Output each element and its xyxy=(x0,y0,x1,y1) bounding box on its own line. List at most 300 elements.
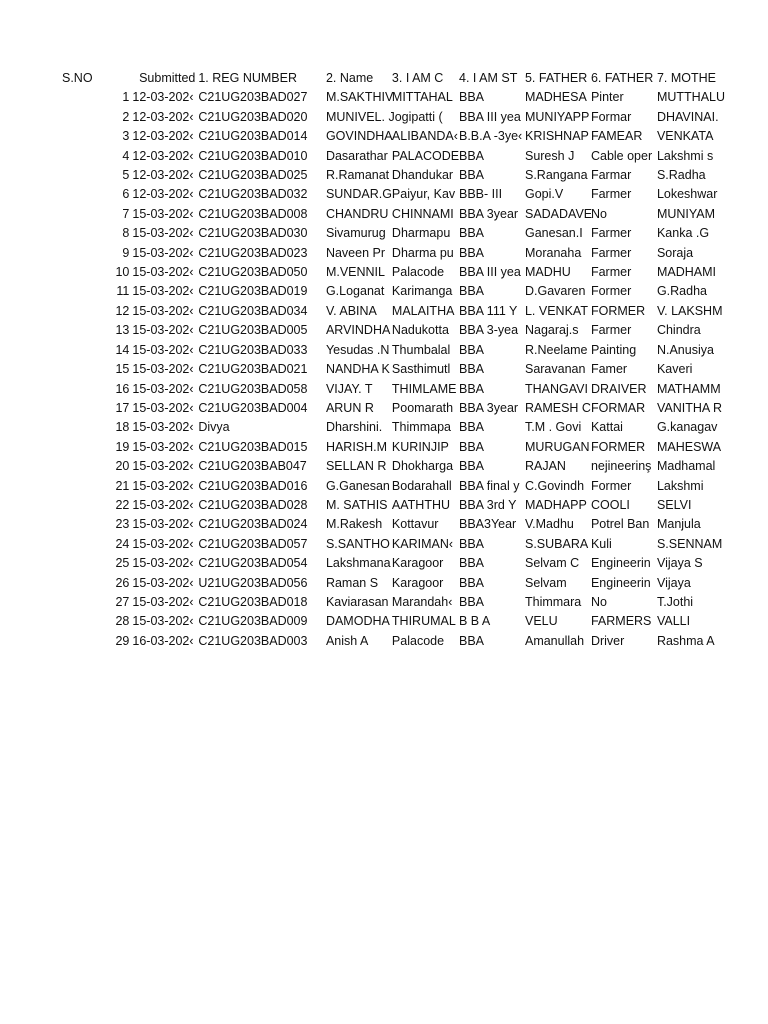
header-i-am-c[interactable]: 3. I AM C xyxy=(391,71,444,85)
cell-sno[interactable]: 5 xyxy=(122,168,130,183)
cell-reg-number[interactable]: C21UG203BAD024 xyxy=(198,517,308,532)
cell-i-am-st[interactable]: BBA III yea xyxy=(459,265,521,280)
cell-i-am-c[interactable]: MITTAHAL xyxy=(391,90,453,105)
header-submitted[interactable]: Submitted xyxy=(139,71,196,85)
cell-father-occupation[interactable]: Famer xyxy=(590,362,628,377)
cell-mother[interactable]: Lokeshwar xyxy=(656,187,718,202)
cell-sno[interactable]: 16 xyxy=(115,381,130,396)
cell-mother[interactable]: MUNIYAM xyxy=(656,206,716,221)
cell-father-occupation[interactable]: Farmer xyxy=(590,245,632,260)
cell-i-am-st[interactable]: BBA xyxy=(459,594,485,609)
cell-reg-number[interactable]: C21UG203BAD021 xyxy=(198,362,308,377)
cell-name[interactable]: G.Ganesan xyxy=(325,478,390,493)
cell-mother[interactable]: S.SENNAM xyxy=(656,536,723,551)
cell-father-occupation[interactable]: No xyxy=(590,206,607,221)
cell-submitted[interactable]: 15-03-202‹ xyxy=(132,362,194,377)
cell-father[interactable]: SADADAVE xyxy=(524,206,593,221)
cell-mother[interactable]: MADHAMI xyxy=(656,265,716,280)
cell-father[interactable]: Suresh J xyxy=(524,148,575,163)
cell-mother[interactable]: S.Radha xyxy=(656,168,706,183)
cell-reg-number[interactable]: C21UG203BAD004 xyxy=(198,400,308,415)
cell-name[interactable]: HARISH.M xyxy=(325,439,388,454)
cell-reg-number[interactable]: C21UG203BAD008 xyxy=(198,206,308,221)
cell-father-occupation[interactable]: Kattai xyxy=(590,420,623,435)
cell-mother[interactable]: T.Jothi xyxy=(656,594,694,609)
cell-father-occupation[interactable]: COOLI xyxy=(590,497,630,512)
cell-father[interactable]: Amanullah xyxy=(524,633,585,648)
cell-mother[interactable]: Rashma A xyxy=(656,633,715,648)
cell-father[interactable]: MADHU xyxy=(524,265,571,280)
cell-father-occupation[interactable]: No xyxy=(590,594,607,609)
table-row xyxy=(60,244,721,263)
cell-sno[interactable]: 28 xyxy=(115,614,130,629)
cell-reg-number[interactable]: Divya xyxy=(198,420,230,435)
cell-sno[interactable]: 29 xyxy=(115,633,130,648)
cell-name[interactable]: G.Loganat xyxy=(325,284,385,299)
cell-name[interactable]: Anish A xyxy=(325,633,369,648)
cell-name[interactable]: Raman S xyxy=(325,575,379,590)
cell-sno[interactable]: 18 xyxy=(115,420,130,435)
cell-i-am-c[interactable]: Palacode xyxy=(391,633,445,648)
cell-father-occupation[interactable]: Engineerin xyxy=(590,575,651,590)
cell-father-occupation[interactable]: Farmer xyxy=(590,187,632,202)
cell-i-am-c[interactable]: PALACODE xyxy=(391,148,460,163)
cell-i-am-c[interactable]: Karimanga xyxy=(391,284,453,299)
cell-father[interactable]: Gopi.V xyxy=(524,187,564,202)
table-row xyxy=(60,302,721,321)
cell-submitted[interactable]: 15-03-202‹ xyxy=(132,478,194,493)
cell-mother[interactable]: Chindra xyxy=(656,323,701,338)
cell-reg-number[interactable]: C21UG203BAD016 xyxy=(198,478,308,493)
cell-name[interactable]: SELLAN R xyxy=(325,459,387,474)
cell-i-am-st[interactable]: BBA xyxy=(459,439,485,454)
cell-father[interactable]: L. VENKAT xyxy=(524,303,588,318)
cell-name[interactable]: R.Ramanat xyxy=(325,168,390,183)
cell-i-am-st[interactable]: BBA xyxy=(459,148,485,163)
cell-submitted[interactable]: 15-03-202‹ xyxy=(132,459,194,474)
table-row xyxy=(60,438,721,457)
cell-i-am-st[interactable]: BBA3Year xyxy=(459,517,517,532)
cell-father[interactable]: S.Rangana xyxy=(524,168,588,183)
cell-i-am-c[interactable]: ALIBANDA‹ xyxy=(391,129,458,144)
cell-submitted[interactable]: 16-03-202‹ xyxy=(132,633,194,648)
cell-father-occupation[interactable]: DRAIVER xyxy=(590,381,647,396)
cell-father[interactable]: C.Govindh xyxy=(524,478,585,493)
cell-mother[interactable]: VALLI xyxy=(656,614,691,629)
cell-submitted[interactable]: 15-03-202‹ xyxy=(132,439,194,454)
cell-i-am-c[interactable]: Thimmapa xyxy=(391,420,451,435)
cell-name[interactable]: DAMODHA xyxy=(325,614,390,629)
cell-name[interactable]: MUNIVEL. Jogipatti ( xyxy=(325,109,443,124)
spreadsheet xyxy=(0,69,768,651)
cell-father[interactable]: R.Neelame xyxy=(524,342,588,357)
cell-name[interactable]: M.VENNIL xyxy=(325,265,385,280)
cell-reg-number[interactable]: C21UG203BAD054 xyxy=(198,556,308,571)
cell-mother[interactable]: Vijaya S xyxy=(656,556,703,571)
cell-sno[interactable]: 10 xyxy=(115,265,130,280)
cell-name[interactable]: ARVINDHA xyxy=(325,323,391,338)
cell-father[interactable]: T.M . Govi xyxy=(524,420,582,435)
cell-submitted[interactable]: 15-03-202‹ xyxy=(132,342,194,357)
cell-submitted[interactable]: 15-03-202‹ xyxy=(132,323,194,338)
cell-father[interactable]: MUNIYAPP xyxy=(524,109,590,124)
cell-i-am-st[interactable]: BBA xyxy=(459,459,485,474)
table-row xyxy=(60,593,721,612)
cell-reg-number[interactable]: U21UG203BAD056 xyxy=(198,575,308,590)
cell-father-occupation[interactable]: Farmer xyxy=(590,323,632,338)
cell-submitted[interactable]: 15-03-202‹ xyxy=(132,206,194,221)
cell-reg-number[interactable]: C21UG203BAD005 xyxy=(198,323,308,338)
cell-i-am-c[interactable]: MALAITHA xyxy=(391,303,455,318)
cell-sno[interactable]: 26 xyxy=(115,575,130,590)
cell-i-am-c[interactable]: Thumbalal xyxy=(391,342,451,357)
cell-name[interactable]: Naveen Pr xyxy=(325,245,385,260)
cell-sno[interactable]: 3 xyxy=(122,129,130,144)
table-row xyxy=(60,205,721,224)
table-row xyxy=(60,282,721,301)
cell-submitted[interactable]: 15-03-202‹ xyxy=(132,420,194,435)
cell-name[interactable]: Yesudas .N xyxy=(325,342,390,357)
cell-i-am-c[interactable]: Dharma pu xyxy=(391,245,454,260)
cell-sno[interactable]: 19 xyxy=(115,439,130,454)
cell-reg-number[interactable]: C21UG203BAD034 xyxy=(198,303,308,318)
table-row xyxy=(60,147,721,166)
cell-i-am-st[interactable]: BBA 111 Y xyxy=(459,303,518,318)
cell-i-am-c[interactable]: Paiyur, Kav xyxy=(391,187,456,202)
cell-father[interactable]: Moranaha xyxy=(524,245,582,260)
cell-submitted[interactable]: 12-03-202‹ xyxy=(132,168,194,183)
cell-father[interactable]: VELU xyxy=(524,614,558,629)
cell-i-am-c[interactable]: Dhokharga xyxy=(391,459,454,474)
cell-i-am-st[interactable]: BBA xyxy=(459,420,485,435)
cell-father[interactable]: V.Madhu xyxy=(524,517,574,532)
cell-mother[interactable]: MUTTHALU xyxy=(656,90,726,105)
cell-father[interactable]: RAJAN xyxy=(524,459,566,474)
cell-name[interactable]: Dharshini. xyxy=(325,420,383,435)
cell-submitted[interactable]: 12-03-202‹ xyxy=(132,129,194,144)
cell-i-am-st[interactable]: BBA III yea xyxy=(459,109,521,124)
cell-father[interactable]: Selvam xyxy=(524,575,567,590)
cell-mother[interactable]: Kanka .G xyxy=(656,226,710,241)
cell-father[interactable]: MURUGAN xyxy=(524,439,590,454)
table-row xyxy=(60,127,721,146)
cell-submitted[interactable]: 15-03-202‹ xyxy=(132,400,194,415)
cell-reg-number[interactable]: C21UG203BAD030 xyxy=(198,226,308,241)
cell-mother[interactable]: MATHAMM xyxy=(656,381,721,396)
cell-father-occupation[interactable]: Kuli xyxy=(590,536,612,551)
cell-mother[interactable]: Soraja xyxy=(656,245,694,260)
cell-father[interactable]: MADHAPP xyxy=(524,497,587,512)
cell-i-am-c[interactable]: Sasthimutl xyxy=(391,362,451,377)
cell-name[interactable]: S.SANTHO xyxy=(325,536,390,551)
table-body xyxy=(60,88,726,651)
cell-reg-number[interactable]: C21UG203BAD018 xyxy=(198,594,308,609)
table-row xyxy=(60,515,721,534)
cell-sno[interactable]: 14 xyxy=(115,342,130,357)
cell-submitted[interactable]: 15-03-202‹ xyxy=(132,284,194,299)
cell-father-occupation[interactable]: Cable oper xyxy=(590,148,653,163)
cell-i-am-c[interactable]: KARIMAN‹ xyxy=(391,536,454,551)
cell-submitted[interactable]: 12-03-202‹ xyxy=(132,187,194,202)
header-father-occupation[interactable]: 6. FATHER xyxy=(590,71,654,85)
cell-submitted[interactable]: 15-03-202‹ xyxy=(132,536,194,551)
cell-sno[interactable]: 15 xyxy=(115,362,130,377)
cell-father-occupation[interactable]: Farmar xyxy=(590,168,632,183)
cell-reg-number[interactable]: C21UG203BAD019 xyxy=(198,284,308,299)
cell-i-am-st[interactable]: BBA xyxy=(459,90,485,105)
cell-i-am-c[interactable]: Nadukotta xyxy=(391,323,449,338)
cell-i-am-st[interactable]: BBA xyxy=(459,536,485,551)
cell-sno[interactable]: 2 xyxy=(122,109,130,124)
cell-i-am-c[interactable]: Marandah‹ xyxy=(391,594,453,609)
cell-name[interactable]: CHANDRU xyxy=(325,206,389,221)
cell-mother[interactable]: MAHESWA xyxy=(656,439,722,454)
cell-mother[interactable]: VANITHA R xyxy=(656,400,723,415)
cell-i-am-c[interactable]: THIMLAME xyxy=(391,381,457,396)
cell-i-am-c[interactable]: Bodarahall xyxy=(391,478,452,493)
cell-name[interactable]: Sivamurug xyxy=(325,226,386,241)
cell-father-occupation[interactable]: Potrel Ban xyxy=(590,517,650,532)
cell-sno[interactable]: 17 xyxy=(115,400,130,415)
table-row xyxy=(60,496,721,515)
cell-reg-number[interactable]: C21UG203BAD014 xyxy=(198,129,308,144)
cell-submitted[interactable]: 15-03-202‹ xyxy=(132,575,194,590)
cell-submitted[interactable]: 15-03-202‹ xyxy=(132,614,194,629)
cell-sno[interactable]: 27 xyxy=(115,594,130,609)
cell-mother[interactable]: Lakshmi s xyxy=(656,148,714,163)
cell-sno[interactable]: 25 xyxy=(115,556,130,571)
header-name[interactable]: 2. Name xyxy=(325,71,374,85)
cell-sno[interactable]: 20 xyxy=(115,459,130,474)
cell-sno[interactable]: 23 xyxy=(115,517,130,532)
table-row xyxy=(60,108,721,127)
cell-i-am-c[interactable]: Karagoor xyxy=(391,556,444,571)
cell-sno[interactable]: 9 xyxy=(122,245,130,260)
cell-reg-number[interactable]: C21UG203BAD028 xyxy=(198,497,308,512)
cell-sno[interactable]: 6 xyxy=(122,187,130,202)
cell-sno[interactable]: 12 xyxy=(115,303,130,318)
table-row xyxy=(60,166,721,185)
header-i-am-st[interactable]: 4. I AM ST xyxy=(459,71,518,85)
cell-sno[interactable]: 7 xyxy=(122,206,130,221)
cell-father[interactable]: D.Gavaren xyxy=(524,284,586,299)
cell-i-am-st[interactable]: BBA xyxy=(459,342,485,357)
cell-father[interactable]: S.SUBARA xyxy=(524,536,589,551)
table-row xyxy=(60,380,721,399)
cell-i-am-st[interactable]: BBA xyxy=(459,381,485,396)
cell-father-occupation[interactable]: Engineerin xyxy=(590,556,651,571)
cell-reg-number[interactable]: C21UG203BAD027 xyxy=(198,90,308,105)
table-row xyxy=(60,535,721,554)
cell-mother[interactable]: Lakshmi xyxy=(656,478,704,493)
cell-submitted[interactable]: 15-03-202‹ xyxy=(132,594,194,609)
cell-reg-number[interactable]: C21UG203BAD023 xyxy=(198,245,308,260)
table-row xyxy=(60,612,721,631)
cell-father-occupation[interactable]: Painting xyxy=(590,342,637,357)
cell-sno[interactable]: 11 xyxy=(116,284,130,299)
cell-submitted[interactable]: 15-03-202‹ xyxy=(132,245,194,260)
cell-name[interactable]: ARUN R xyxy=(325,400,374,415)
cell-father-occupation[interactable]: FAMEAR xyxy=(590,129,643,144)
cell-reg-number[interactable]: C21UG203BAD010 xyxy=(198,148,308,163)
cell-i-am-st[interactable]: BBA xyxy=(459,362,485,377)
cell-mother[interactable]: N.Anusiya xyxy=(656,342,714,357)
cell-i-am-c[interactable]: THIRUMAL xyxy=(391,614,456,629)
cell-i-am-st[interactable]: BBA 3-yea xyxy=(459,323,519,338)
table-row xyxy=(60,88,721,107)
cell-father[interactable]: Saravanan xyxy=(524,362,586,377)
cell-mother[interactable]: Madhamal xyxy=(656,459,716,474)
cell-submitted[interactable]: 15-03-202‹ xyxy=(132,303,194,318)
cell-i-am-c[interactable]: Karagoor xyxy=(391,575,444,590)
cell-mother[interactable]: DHAVINAI. xyxy=(656,109,719,124)
table-row xyxy=(60,263,721,282)
cell-i-am-st[interactable]: BBA xyxy=(459,556,485,571)
cell-father-occupation[interactable]: FARMERS xyxy=(590,614,652,629)
cell-i-am-st[interactable]: BBB- III xyxy=(459,187,503,202)
cell-i-am-st[interactable]: BBA xyxy=(459,284,485,299)
cell-reg-number[interactable]: C21UG203BAD009 xyxy=(198,614,308,629)
cell-name[interactable]: V. ABINA xyxy=(325,303,377,318)
cell-mother[interactable]: G.kanagav xyxy=(656,420,718,435)
table-row xyxy=(60,321,721,340)
cell-i-am-st[interactable]: BBA xyxy=(459,226,485,241)
cell-father-occupation[interactable]: nejineerinş xyxy=(590,459,652,474)
cell-i-am-st[interactable]: BBA xyxy=(459,633,485,648)
cell-i-am-c[interactable]: Kottavur xyxy=(391,517,439,532)
cell-i-am-st[interactable]: BBA 3year xyxy=(459,400,519,415)
cell-father-occupation[interactable]: Pinter xyxy=(590,90,624,105)
cell-father[interactable]: MADHESA xyxy=(524,90,587,105)
cell-reg-number[interactable]: C21UG203BAD058 xyxy=(198,381,308,396)
cell-i-am-st[interactable]: BBA xyxy=(459,575,485,590)
cell-father[interactable]: Ganesan.I xyxy=(524,226,583,241)
cell-mother[interactable]: V. LAKSHM xyxy=(656,303,723,318)
cell-i-am-st[interactable]: BBA 3rd Y xyxy=(459,497,517,512)
cell-name[interactable]: VIJAY. T xyxy=(325,381,373,396)
cell-name[interactable]: Kaviarasan xyxy=(325,594,389,609)
cell-name[interactable]: M. SATHIS xyxy=(325,497,388,512)
cell-sno[interactable]: 8 xyxy=(122,226,130,241)
cell-father[interactable]: KRISHNAP xyxy=(524,129,589,144)
table-row xyxy=(60,399,721,418)
cell-submitted[interactable]: 12-03-202‹ xyxy=(132,90,194,105)
cell-mother[interactable]: Manjula xyxy=(656,517,701,532)
cell-submitted[interactable]: 15-03-202‹ xyxy=(132,517,194,532)
cell-father-occupation[interactable]: FORMAR xyxy=(590,400,646,415)
table-row xyxy=(60,477,721,496)
cell-father[interactable]: THANGAVI xyxy=(524,381,588,396)
cell-submitted[interactable]: 15-03-202‹ xyxy=(132,497,194,512)
cell-father[interactable]: Thimmara xyxy=(524,594,582,609)
cell-submitted[interactable]: 15-03-202‹ xyxy=(132,556,194,571)
cell-father-occupation[interactable]: Farmer xyxy=(590,265,632,280)
cell-reg-number[interactable]: C21UG203BAD020 xyxy=(198,109,308,124)
cell-mother[interactable]: SELVI xyxy=(656,497,692,512)
cell-father-occupation[interactable]: FORMER xyxy=(590,439,646,454)
cell-mother[interactable]: VENKATA xyxy=(656,129,714,144)
cell-sno[interactable]: 21 xyxy=(115,478,130,493)
table-row xyxy=(60,185,721,204)
cell-submitted[interactable]: 15-03-202‹ xyxy=(132,226,194,241)
cell-i-am-st[interactable]: BBA xyxy=(459,245,485,260)
cell-submitted[interactable]: 12-03-202‹ xyxy=(132,109,194,124)
header-mother[interactable]: 7. MOTHE xyxy=(656,71,716,85)
cell-name[interactable]: Lakshmana xyxy=(325,556,391,571)
cell-name[interactable]: GOVINDHA xyxy=(325,129,393,144)
table-row xyxy=(60,554,721,573)
table-row xyxy=(60,574,721,593)
cell-reg-number[interactable]: C21UG203BAD033 xyxy=(198,342,308,357)
table-row xyxy=(60,418,721,437)
cell-i-am-st[interactable]: B B A xyxy=(459,614,491,629)
header-reg-number[interactable]: 1. REG NUMBER xyxy=(198,71,297,85)
cell-mother[interactable]: Kaveri xyxy=(656,362,693,377)
cell-sno[interactable]: 24 xyxy=(115,536,130,551)
cell-reg-number[interactable]: C21UG203BAD015 xyxy=(198,439,308,454)
cell-sno[interactable]: 1 xyxy=(122,90,130,105)
header-father[interactable]: 5. FATHER xyxy=(524,71,588,85)
cell-i-am-st[interactable]: B.B.A -3ye‹ xyxy=(459,129,523,144)
table-row xyxy=(60,224,721,243)
cell-reg-number[interactable]: C21UG203BAD032 xyxy=(198,187,308,202)
cell-father-occupation[interactable]: Farmer xyxy=(590,226,632,241)
cell-i-am-c[interactable]: KURINJIP xyxy=(391,439,449,454)
table-row xyxy=(60,632,721,651)
cell-i-am-c[interactable]: AATHTHU xyxy=(391,497,451,512)
cell-name[interactable]: Dasarathar xyxy=(325,148,388,163)
table-row xyxy=(60,341,721,360)
cell-sno[interactable]: 4 xyxy=(122,148,130,163)
cell-i-am-c[interactable]: Palacode xyxy=(391,265,445,280)
header-sno[interactable]: S.NO xyxy=(62,71,93,85)
cell-sno[interactable]: 13 xyxy=(115,323,130,338)
cell-i-am-c[interactable]: Dharmapu xyxy=(391,226,451,241)
table-row xyxy=(60,360,721,379)
cell-father-occupation[interactable]: FORMER xyxy=(590,303,646,318)
cell-father-occupation[interactable]: Former xyxy=(590,478,632,493)
cell-name[interactable]: M.Rakesh xyxy=(325,517,383,532)
cell-i-am-st[interactable]: BBA 3year xyxy=(459,206,519,221)
cell-i-am-c[interactable]: Poomarath xyxy=(391,400,454,415)
cell-submitted[interactable]: 15-03-202‹ xyxy=(132,381,194,396)
cell-i-am-st[interactable]: BBA xyxy=(459,168,485,183)
cell-sno[interactable]: 22 xyxy=(115,497,130,512)
cell-name[interactable]: M.SAKTHIV xyxy=(325,90,394,105)
cell-i-am-st[interactable]: BBA final y xyxy=(459,478,520,493)
cell-name[interactable]: SUNDAR.G xyxy=(325,187,392,202)
cell-father-occupation[interactable]: Driver xyxy=(590,633,625,648)
cell-reg-number[interactable]: C21UG203BAD050 xyxy=(198,265,308,280)
cell-father[interactable]: RAMESH C xyxy=(524,400,591,415)
cell-father[interactable]: Nagaraj.s xyxy=(524,323,579,338)
cell-reg-number[interactable]: C21UG203BAB047 xyxy=(198,459,307,474)
cell-name[interactable]: NANDHA K xyxy=(325,362,390,377)
cell-reg-number[interactable]: C21UG203BAD025 xyxy=(198,168,308,183)
cell-father-occupation[interactable]: Former xyxy=(590,284,632,299)
cell-father-occupation[interactable]: Formar xyxy=(590,109,632,124)
cell-reg-number[interactable]: C21UG203BAD057 xyxy=(198,536,308,551)
cell-submitted[interactable]: 12-03-202‹ xyxy=(132,148,194,163)
cell-reg-number[interactable]: C21UG203BAD003 xyxy=(198,633,308,648)
cell-i-am-c[interactable]: Dhandukar xyxy=(391,168,454,183)
table-row xyxy=(60,457,721,476)
cell-father[interactable]: Selvam C xyxy=(524,556,580,571)
cell-i-am-c[interactable]: CHINNAMI xyxy=(391,206,454,221)
cell-submitted[interactable]: 15-03-202‹ xyxy=(132,265,194,280)
cell-mother[interactable]: G.Radha xyxy=(656,284,707,299)
cell-mother[interactable]: Vijaya xyxy=(656,575,691,590)
